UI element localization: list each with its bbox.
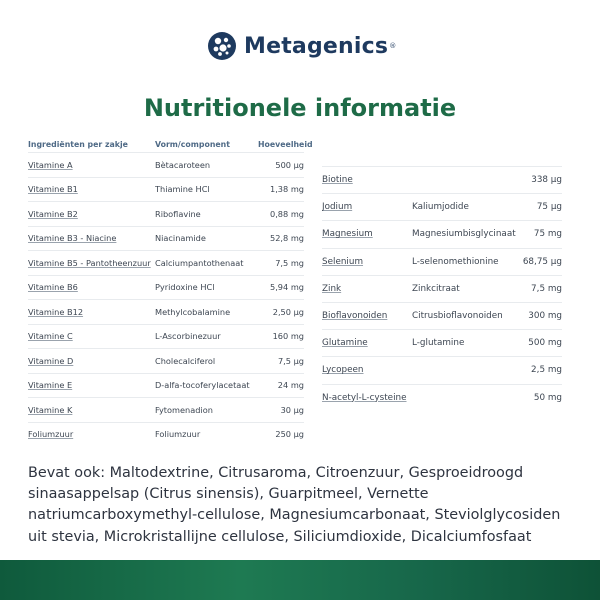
ingredient-link[interactable]: Vitamine K [28, 404, 73, 415]
table-row [322, 384, 562, 411]
page-title: Nutritionele informatie [143, 94, 457, 122]
header-amount: Hoeveelheid [258, 139, 313, 149]
amount-value: 300 mg [528, 311, 562, 322]
form-component: Thiamine HCl [155, 184, 210, 195]
form-component: Fytomenadion [155, 404, 213, 415]
ingredient-link[interactable]: Vitamine B6 [28, 282, 78, 293]
amount-value: 75 mg [533, 229, 562, 240]
brand-name: Metagenics [244, 33, 389, 59]
form-component: Pyridoxine HCl [155, 282, 215, 293]
amount-value: 160 mg [272, 331, 304, 342]
form-component: Foliumzuur [155, 429, 201, 440]
ingredient-link[interactable]: Vitamine C [28, 331, 73, 342]
amount-value: 68,75 µg [522, 256, 562, 267]
form-component: Zinkcitraat [412, 283, 460, 294]
ingredient-link[interactable]: Vitamine B5 - Pantotheenzuur [28, 257, 151, 268]
amount-value: 0,88 mg [269, 208, 304, 219]
ingredient-link[interactable]: Bioflavonoiden [322, 311, 388, 322]
table-row [28, 373, 304, 398]
table-row [322, 302, 562, 329]
table-row [28, 299, 304, 324]
metagenics-logo-icon [207, 31, 237, 61]
form-component: Riboflavine [155, 208, 201, 219]
header-form: Vorm/component [155, 139, 230, 149]
amount-value: 7,5 mg [275, 257, 304, 268]
table-row [28, 422, 304, 447]
header-ingredient: Ingrediënten per zakje [28, 139, 128, 149]
ingredient-link[interactable]: Vitamine B12 [28, 306, 84, 317]
ingredient-link[interactable]: Magnesium [322, 229, 373, 240]
form-component: Bètacaroteen [155, 159, 211, 170]
amount-value: 52,8 mg [269, 233, 304, 244]
form-component: Kaliumjodide [412, 202, 469, 213]
ingredient-link[interactable]: Vitamine D [28, 355, 74, 366]
ingredients-table-left [28, 136, 313, 446]
ingredients-table-right [322, 166, 562, 411]
table-row [322, 248, 562, 275]
table-row [28, 324, 304, 349]
table-row [322, 166, 562, 193]
ingredient-link[interactable]: N-acetyl-L-cysteine [322, 392, 407, 403]
form-component: Methylcobalamine [155, 306, 231, 317]
table-row [28, 177, 304, 202]
brand-logo [207, 30, 396, 62]
ingredient-link[interactable]: Lycopeen [322, 365, 364, 376]
ingredient-link[interactable]: Glutamine [322, 338, 368, 349]
table-row [28, 348, 304, 373]
footer-band [0, 560, 600, 600]
form-component: L-Ascorbinezuur [155, 331, 221, 342]
form-component: Niacinamide [155, 233, 206, 244]
amount-value: 50 mg [533, 392, 562, 403]
form-component: D-alfa-tocoferylacetaat [155, 380, 250, 391]
form-component: Calciumpantothenaat [155, 257, 244, 268]
amount-value: 500 µg [275, 159, 304, 170]
amount-value: 500 mg [528, 338, 562, 349]
table-row [322, 275, 562, 302]
table-row [28, 152, 304, 177]
table-row [322, 329, 562, 356]
table-row [322, 220, 562, 247]
table-row [28, 397, 304, 422]
table-row [28, 250, 304, 275]
ingredient-link[interactable]: Jodium [322, 202, 353, 213]
form-component: Magnesiumbisglycinaat [412, 229, 516, 240]
also-contains-text: Bevat ook: Maltodextrine, Citrusaroma, Citroenzuur, Gesproeidroogd sinaasappelsap (Citrus sinensis), Guarpitmeel, Vernette natriumcarboxymethyl-cellulose, Magnesiumcarbonaat, Steviolglycosiden uit stevia, Microkristallijne cellulose, Siliciumdioxide, Dicalciumfosfaat [28, 465, 561, 545]
amount-value: 5,94 mg [269, 282, 304, 293]
table-header [28, 136, 313, 152]
amount-value: 2,5 mg [531, 365, 562, 376]
ingredient-link[interactable]: Vitamine B2 [28, 208, 78, 219]
ingredient-link[interactable]: Vitamine A [28, 159, 73, 170]
amount-value: 7,5 µg [277, 355, 304, 366]
ingredient-link[interactable]: Biotine [322, 175, 353, 186]
form-component: L-selenomethionine [412, 256, 499, 267]
amount-value: 338 µg [531, 175, 562, 186]
form-component: L-glutamine [412, 338, 465, 349]
amount-value: 30 µg [280, 404, 304, 415]
ingredient-link[interactable]: Foliumzuur [28, 429, 74, 440]
ingredient-link[interactable]: Zink [322, 283, 342, 294]
table-row [322, 356, 562, 383]
amount-value: 75 µg [536, 202, 562, 213]
ingredient-link[interactable]: Vitamine B1 [28, 184, 78, 195]
amount-value: 2,50 µg [272, 306, 304, 317]
table-row [28, 226, 304, 251]
ingredient-link[interactable]: Vitamine B3 - Niacine [28, 233, 117, 244]
amount-value: 1,38 mg [269, 184, 304, 195]
amount-value: 24 mg [277, 380, 304, 391]
form-component: Cholecalciferol [155, 355, 216, 366]
amount-value: 7,5 mg [531, 283, 562, 294]
brand-registered-mark: ® [389, 42, 397, 50]
ingredient-link[interactable]: Selenium [322, 256, 364, 267]
table-row [28, 275, 304, 300]
form-component: Citrusbioflavonoiden [412, 311, 503, 322]
table-row [322, 193, 562, 220]
table-row [28, 201, 304, 226]
amount-value: 250 µg [275, 429, 304, 440]
ingredient-link[interactable]: Vitamine E [28, 380, 73, 391]
